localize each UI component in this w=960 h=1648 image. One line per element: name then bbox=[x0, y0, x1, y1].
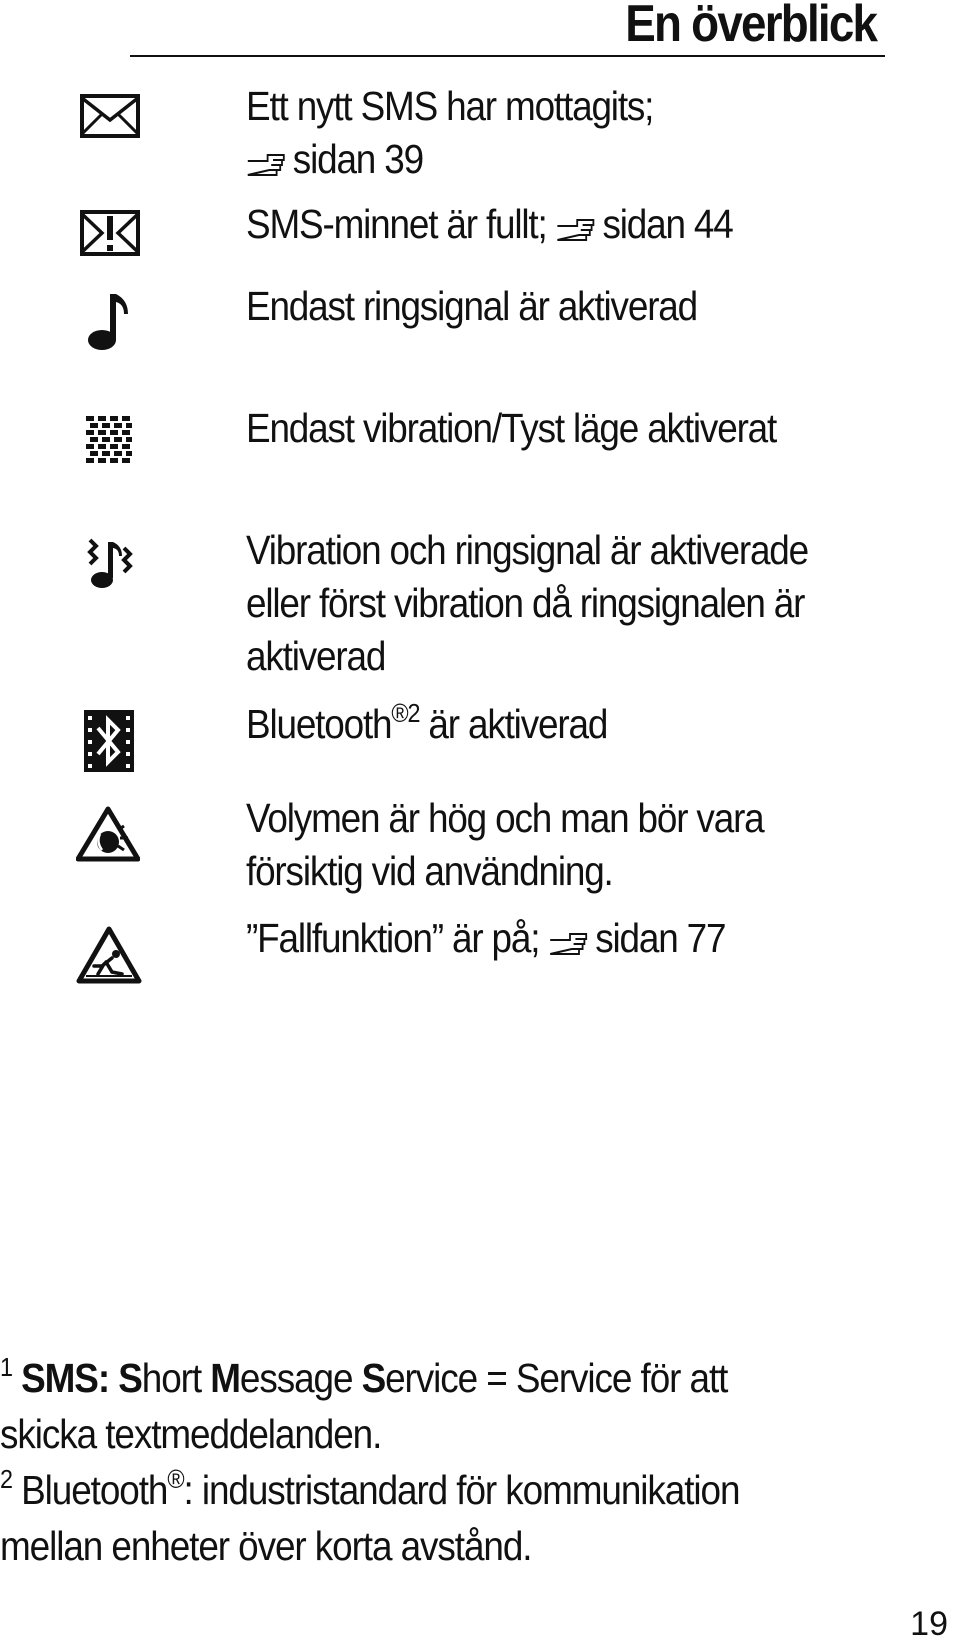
footnote-text: : industristandard för kommunikation bbox=[183, 1467, 740, 1513]
footnote-initial: M bbox=[210, 1355, 240, 1401]
high-volume-warning-icon bbox=[76, 806, 140, 867]
footnote-term: SMS: bbox=[21, 1355, 110, 1401]
footnote-number: 2 bbox=[0, 1464, 12, 1494]
footnote-initial: S bbox=[118, 1355, 142, 1401]
ring-signal-icon bbox=[88, 290, 132, 357]
footnote-2 bbox=[0, 1462, 864, 1518]
page-number: 19 bbox=[910, 1605, 948, 1643]
footnote-ref: 2 bbox=[407, 698, 420, 728]
row-text: Endast vibration/Tyst läge aktiverat bbox=[246, 405, 777, 451]
row-text bbox=[246, 80, 867, 190]
footnote-2-line-2: mellan enheter över korta avstånd. bbox=[0, 1523, 532, 1569]
row-text bbox=[246, 698, 867, 751]
row-line-1: Volymen är hög och man bör vara bbox=[246, 795, 764, 841]
row-text bbox=[246, 198, 867, 255]
footnote-text: ervice = Service för att bbox=[385, 1355, 728, 1401]
title-rule bbox=[130, 55, 885, 57]
page-reference: sidan 44 bbox=[602, 201, 733, 247]
fall-function-icon bbox=[76, 926, 142, 989]
vibration-silent-icon bbox=[84, 414, 134, 475]
footnotes bbox=[0, 1350, 960, 1574]
pointing-hand-icon bbox=[246, 137, 287, 190]
row-text bbox=[246, 792, 867, 898]
row-text: Endast ringsignal är aktiverad bbox=[246, 283, 698, 329]
row-text bbox=[246, 912, 867, 969]
row-text bbox=[246, 524, 867, 683]
bluetooth-icon bbox=[84, 710, 134, 777]
vibration-ring-icon bbox=[86, 538, 134, 595]
row-line: SMS-minnet är fullt; bbox=[246, 201, 547, 247]
page-reference: sidan 77 bbox=[595, 915, 726, 961]
row-line-2: eller först vibration då ringsignalen är bbox=[246, 580, 805, 626]
pointing-hand-icon bbox=[548, 916, 589, 969]
footnote-text: essage bbox=[239, 1355, 362, 1401]
page-reference: sidan 39 bbox=[292, 136, 423, 182]
sms-memory-full-icon bbox=[80, 210, 140, 261]
registered-mark: ® bbox=[167, 1464, 184, 1494]
pointing-hand-icon bbox=[556, 202, 597, 255]
row-line-3: aktiverad bbox=[246, 633, 386, 679]
footnote-text: hort bbox=[141, 1355, 211, 1401]
footnote-number: 1 bbox=[0, 1352, 12, 1382]
footnote-text: Bluetooth bbox=[21, 1467, 168, 1513]
page-title: En överblick bbox=[624, 0, 876, 53]
footnote-1-line-2: skicka textmeddelanden. bbox=[0, 1411, 382, 1457]
row-line-1: Vibration och ringsignal är aktiverade bbox=[246, 527, 809, 573]
row-line-1: Ett nytt SMS har mottagits; bbox=[246, 83, 654, 129]
bluetooth-label: Bluetooth bbox=[246, 701, 392, 747]
footnote-initial: S bbox=[361, 1355, 386, 1401]
sms-envelope-icon bbox=[80, 94, 140, 143]
row-line-rest: är aktiverad bbox=[419, 701, 608, 747]
footnote-1 bbox=[0, 1350, 864, 1406]
registered-mark: ® bbox=[391, 698, 408, 728]
row-line-2: försiktig vid användning. bbox=[246, 848, 613, 894]
row-line: ”Fallfunktion” är på; bbox=[246, 915, 540, 961]
